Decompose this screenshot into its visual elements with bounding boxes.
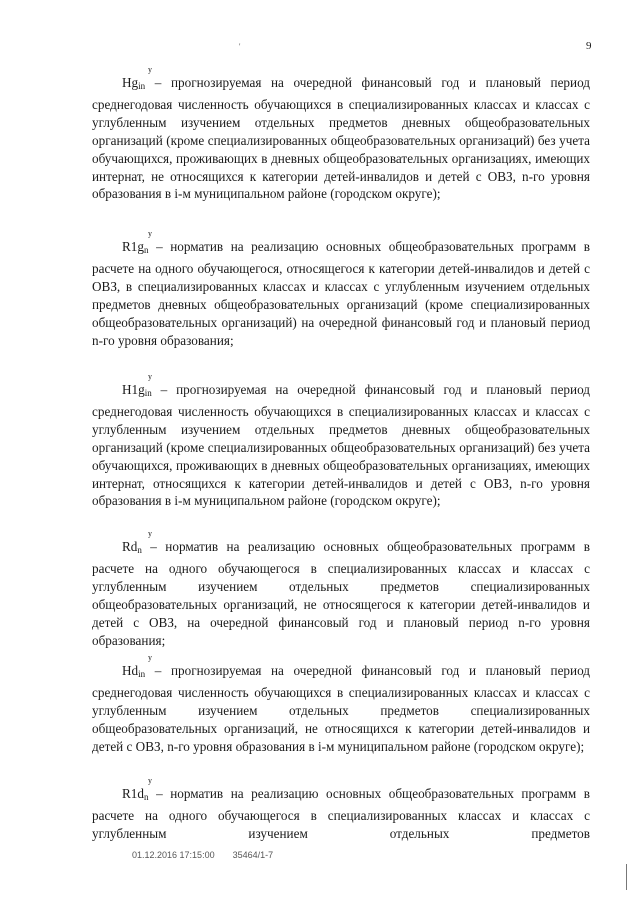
subscript: n	[143, 792, 149, 802]
definition-text: – норматив на реализацию основных общеобразовательных программ в расчете на одного обучающегося, относящегося к категории детей-инвалидов и детей с ОВЗ, в специализированных классах и классах с углубленным изучением отдельных предметов дневных общеобразовательных организаций (кроме специализированных общеобразовательных организаций) на очередной финансовый год и плановый период n-го уровня образования;	[92, 239, 591, 348]
symbol: R1d	[122, 786, 144, 801]
subscript: in	[138, 669, 146, 679]
definition-text: – прогнозируемая на очередной финансовый год и плановый период среднегодовая численность обучающихся в специализированных классах и классах с углубленным изучением отдельных предметов специализированных общеобразовательных организаций, не относящихся к категории детей-инвалидов и детей с ОВЗ, n-го уровня образования в i-м муниципальном районе (городском округе);	[92, 663, 590, 754]
definition-h1g	[92, 373, 590, 510]
superscript-y: y	[148, 653, 152, 662]
symbol: Rd	[122, 539, 138, 554]
definition-paragraph	[92, 538, 590, 649]
definition-hg	[92, 66, 590, 203]
definition-text: – норматив на реализацию основных общеобразовательных программ в расчете на одного обучающегося в специализированных классах и классах с углубленным изучением отдельных предметов специализированных общеобразовательных организаций, не относящегося к категории детей-инвалидов и детей с ОВЗ, на очередной финансовый год и плановый период n-го уровня образования;	[92, 539, 590, 648]
subscript: n	[143, 245, 149, 255]
page-number: 9	[586, 40, 592, 52]
footer-date: 01.12.2016 17:15:00	[132, 850, 215, 860]
footer-doc-code: 35464/1-7	[232, 850, 274, 860]
definition-text: – норматив на реализацию основных общеобразовательных программ в расчете на одного обучающегося в специализированных классах и классах с углубленным изучением отдельных предметов	[92, 786, 591, 841]
footer-stamp	[132, 850, 273, 860]
definition-paragraph	[92, 381, 590, 510]
definition-paragraph	[92, 238, 590, 349]
definition-text: – прогнозируемая на очередной финансовый год и плановый период среднегодовая численность обучающихся в специализированных классах и классах с углубленным изучением отдельных предметов дневных общеобразовательных организаций (кроме специализированных общеобразовательных организаций) без учета обучающихся, проживающих в дневных общеобразовательных организациях, имеющих интернат, не относящихся к категории детей-инвалидов и детей с ОВЗ, n-го уровня образования в i-м муниципальном районе (городском округе);	[92, 75, 590, 202]
definition-paragraph	[92, 74, 590, 203]
symbol: Hd	[122, 663, 139, 678]
superscript-y: y	[148, 776, 152, 785]
definition-text: – прогнозируемая на очередной финансовый год и плановый период среднегодовая численность обучающихся в специализированных классах и классах с углубленным изучением отдельных предметов дневных общеобразовательных организаций (кроме специализированных общеобразовательных организаций) без учета обучающихся, проживающих в дневных общеобразовательных организациях, имеющих интернат, относящихся к категории детей-инвалидов и детей с ОВЗ, n-го уровня образования в i-м муниципальном районе (городском округе);	[92, 382, 591, 509]
definition-r1d	[92, 777, 590, 843]
symbol: R1g	[122, 239, 144, 254]
superscript-y: y	[148, 529, 152, 538]
subscript: in	[138, 81, 146, 91]
subscript: in	[144, 388, 152, 398]
superscript-y: y	[148, 372, 152, 381]
top-mark: '	[239, 42, 241, 51]
subscript: n	[137, 545, 142, 555]
definition-rd	[92, 530, 590, 649]
symbol: Hg	[122, 75, 139, 90]
definition-paragraph	[92, 662, 590, 756]
edge-mark	[626, 864, 627, 890]
symbol: H1g	[122, 382, 145, 397]
superscript-y: y	[148, 65, 152, 74]
definition-r1g	[92, 230, 590, 349]
superscript-y: y	[148, 229, 152, 238]
definition-hd	[92, 654, 590, 756]
definition-paragraph	[92, 785, 590, 843]
